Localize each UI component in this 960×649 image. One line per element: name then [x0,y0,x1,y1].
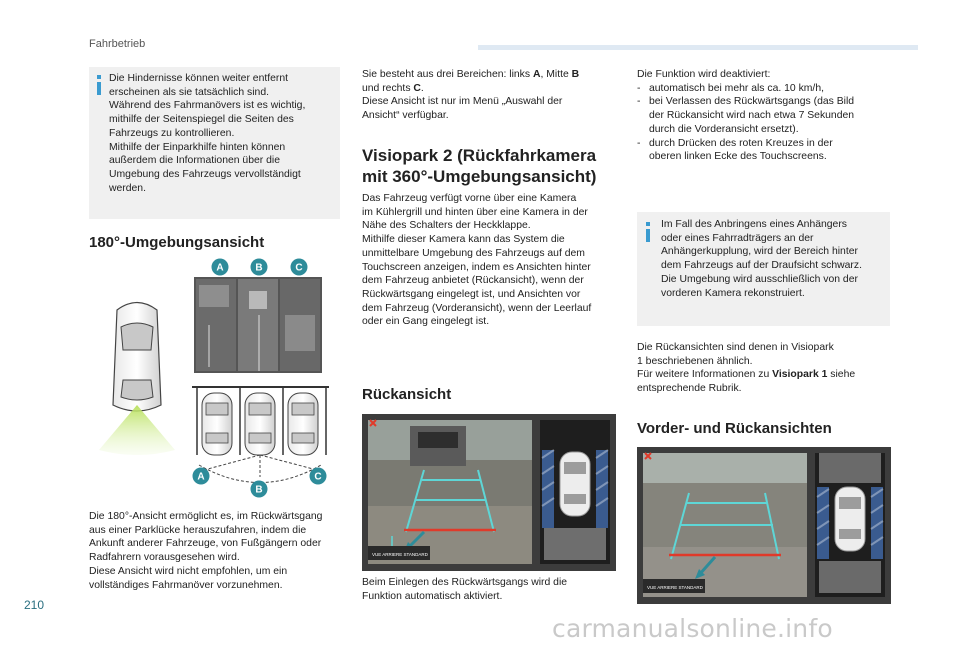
info-icon [94,75,108,95]
running-header: Fahrbetrieb [89,38,146,50]
label-a-bottom: A [197,471,205,483]
header-bar [478,45,918,50]
rear-view-image [362,414,616,571]
label-c-top: C [295,262,303,274]
heading-rear-view: Rückansicht [362,386,452,403]
front-rear-view-label: VUE ARRIERE STANDARD [647,585,703,590]
label-c-bottom: C [314,471,322,483]
heading-front-rear-views: Vorder- und Rückansichten [637,420,832,437]
info-text: Die Hindernisse können weiter entfernt erscheinen als sie tatsächlich sind. Während des Fahrmanövers ist es wichtig, mithilfe der Seitenspiegel die Seiten des Fahrzeugs zu kontrollieren. Mithilfe der Einparkhilfe hinten können außerdem die Informationen über die Umgebung des Fahrzeugs vervollständigt werden. [109,73,306,194]
front-rear-view-image [637,447,891,604]
info-box-obstacles [89,67,340,219]
body-180-view: Die 180°-Ansicht ermöglicht es, im Rückwärtsgang aus einer Parklücke herauszufahren, indem die Ankunft anderer Fahrzeuge, von Fußgängern oder Radfahrern vorausgesehen wird. Diese Ansicht wird nicht empfohlen, um ein vollständiges Fahrmanöver vorzunehmen. [89,511,323,591]
list-item: - durch Drücken des roten Kreuzes in der oberen linken Ecke des Touchscreens. [637,137,833,163]
info-icon [643,222,657,242]
heading-180-view: 180°-Umgebungsansicht [89,234,265,251]
rear-view-label: VUE ARRIERE STANDARD [372,552,428,557]
info-text: Im Fall des Anbringens eines Anhängers oder eines Fahrradträgers an der Anhängerkupplung, wird der Bereich hinter dem Fahrzeugs auf der Draufsicht schwarz. Die Umgebung wird ausschließlich von der vorderen Kamera rekonstruiert. [661,219,862,299]
diagram-180-view [89,255,339,500]
label-b-bottom: B [255,484,263,496]
info-box-trailer [637,212,890,326]
watermark: carmanualsonline.info [552,614,833,643]
rear-view-screen [362,414,616,571]
reference-visiopark-1: Die Rückansichten sind denen in Visiopark 1 beschriebenen ähnlich. Für weitere Informationen zu Visiopark 1 siehe entsprechende Rubrik. [637,342,856,395]
list-item: - automatisch bei mehr als ca. 10 km/h, [637,82,824,94]
list-item: - bei Verlassen des Rückwärtsgangs (das Bild der Rückansicht wird nach etwa 7 Sekunden durch die Vorderansicht ersetzt). [637,96,855,135]
page-number: 210 [24,598,45,612]
heading-visiopark-2: Visiopark 2 (Rückfahrkamera mit 360°-Umgebungsansicht) [362,146,597,186]
illustration-180-view [89,255,339,500]
label-a-top: A [216,262,224,274]
body-visiopark-2: Das Fahrzeug verfügt vorne über eine Kamera im Kühlergrill und hinten über eine Kamera in der Nähe des Schalters der Heckklappe. Mithilfe dieser Kamera kann das System die unmittelbare Umgebung des Fahrzeugs auf dem Touchscreen anzeigen, indem es Ansichten hinter dem Fahrzeug anbietet (Rückansicht), wenn der Rückwärtsgang eingelegt ist, und Ansichten vor dem Fahrzeug (Vorderansicht), wenn der Leerlauf oder ein Gang eingelegt ist. [362,193,592,328]
label-b-top: B [255,262,263,274]
intro-areas: Sie besteht aus drei Bereichen: links A, Mitte B und rechts C. Diese Ansicht ist nur im Menü „Auswahl der Ansicht“ verfügbar. [362,69,580,122]
deactivation-list: Die Funktion wird deaktiviert: - automatisch bei mehr als ca. 10 km/h, - bei Verlassen des Rückwärtsgangs (das Bild der Rückansicht wird nach etwa 7 Sekunden durch die Vorderansicht ersetzt). - durch Drücken des roten Kreuzes in der oberen linken Ecke des Touchscreens. [637,68,897,164]
front-rear-view-screen [637,447,891,604]
caption-rear-view: Beim Einlegen des Rückwärtsgangs wird die Funktion automatisch aktiviert. [362,577,568,602]
